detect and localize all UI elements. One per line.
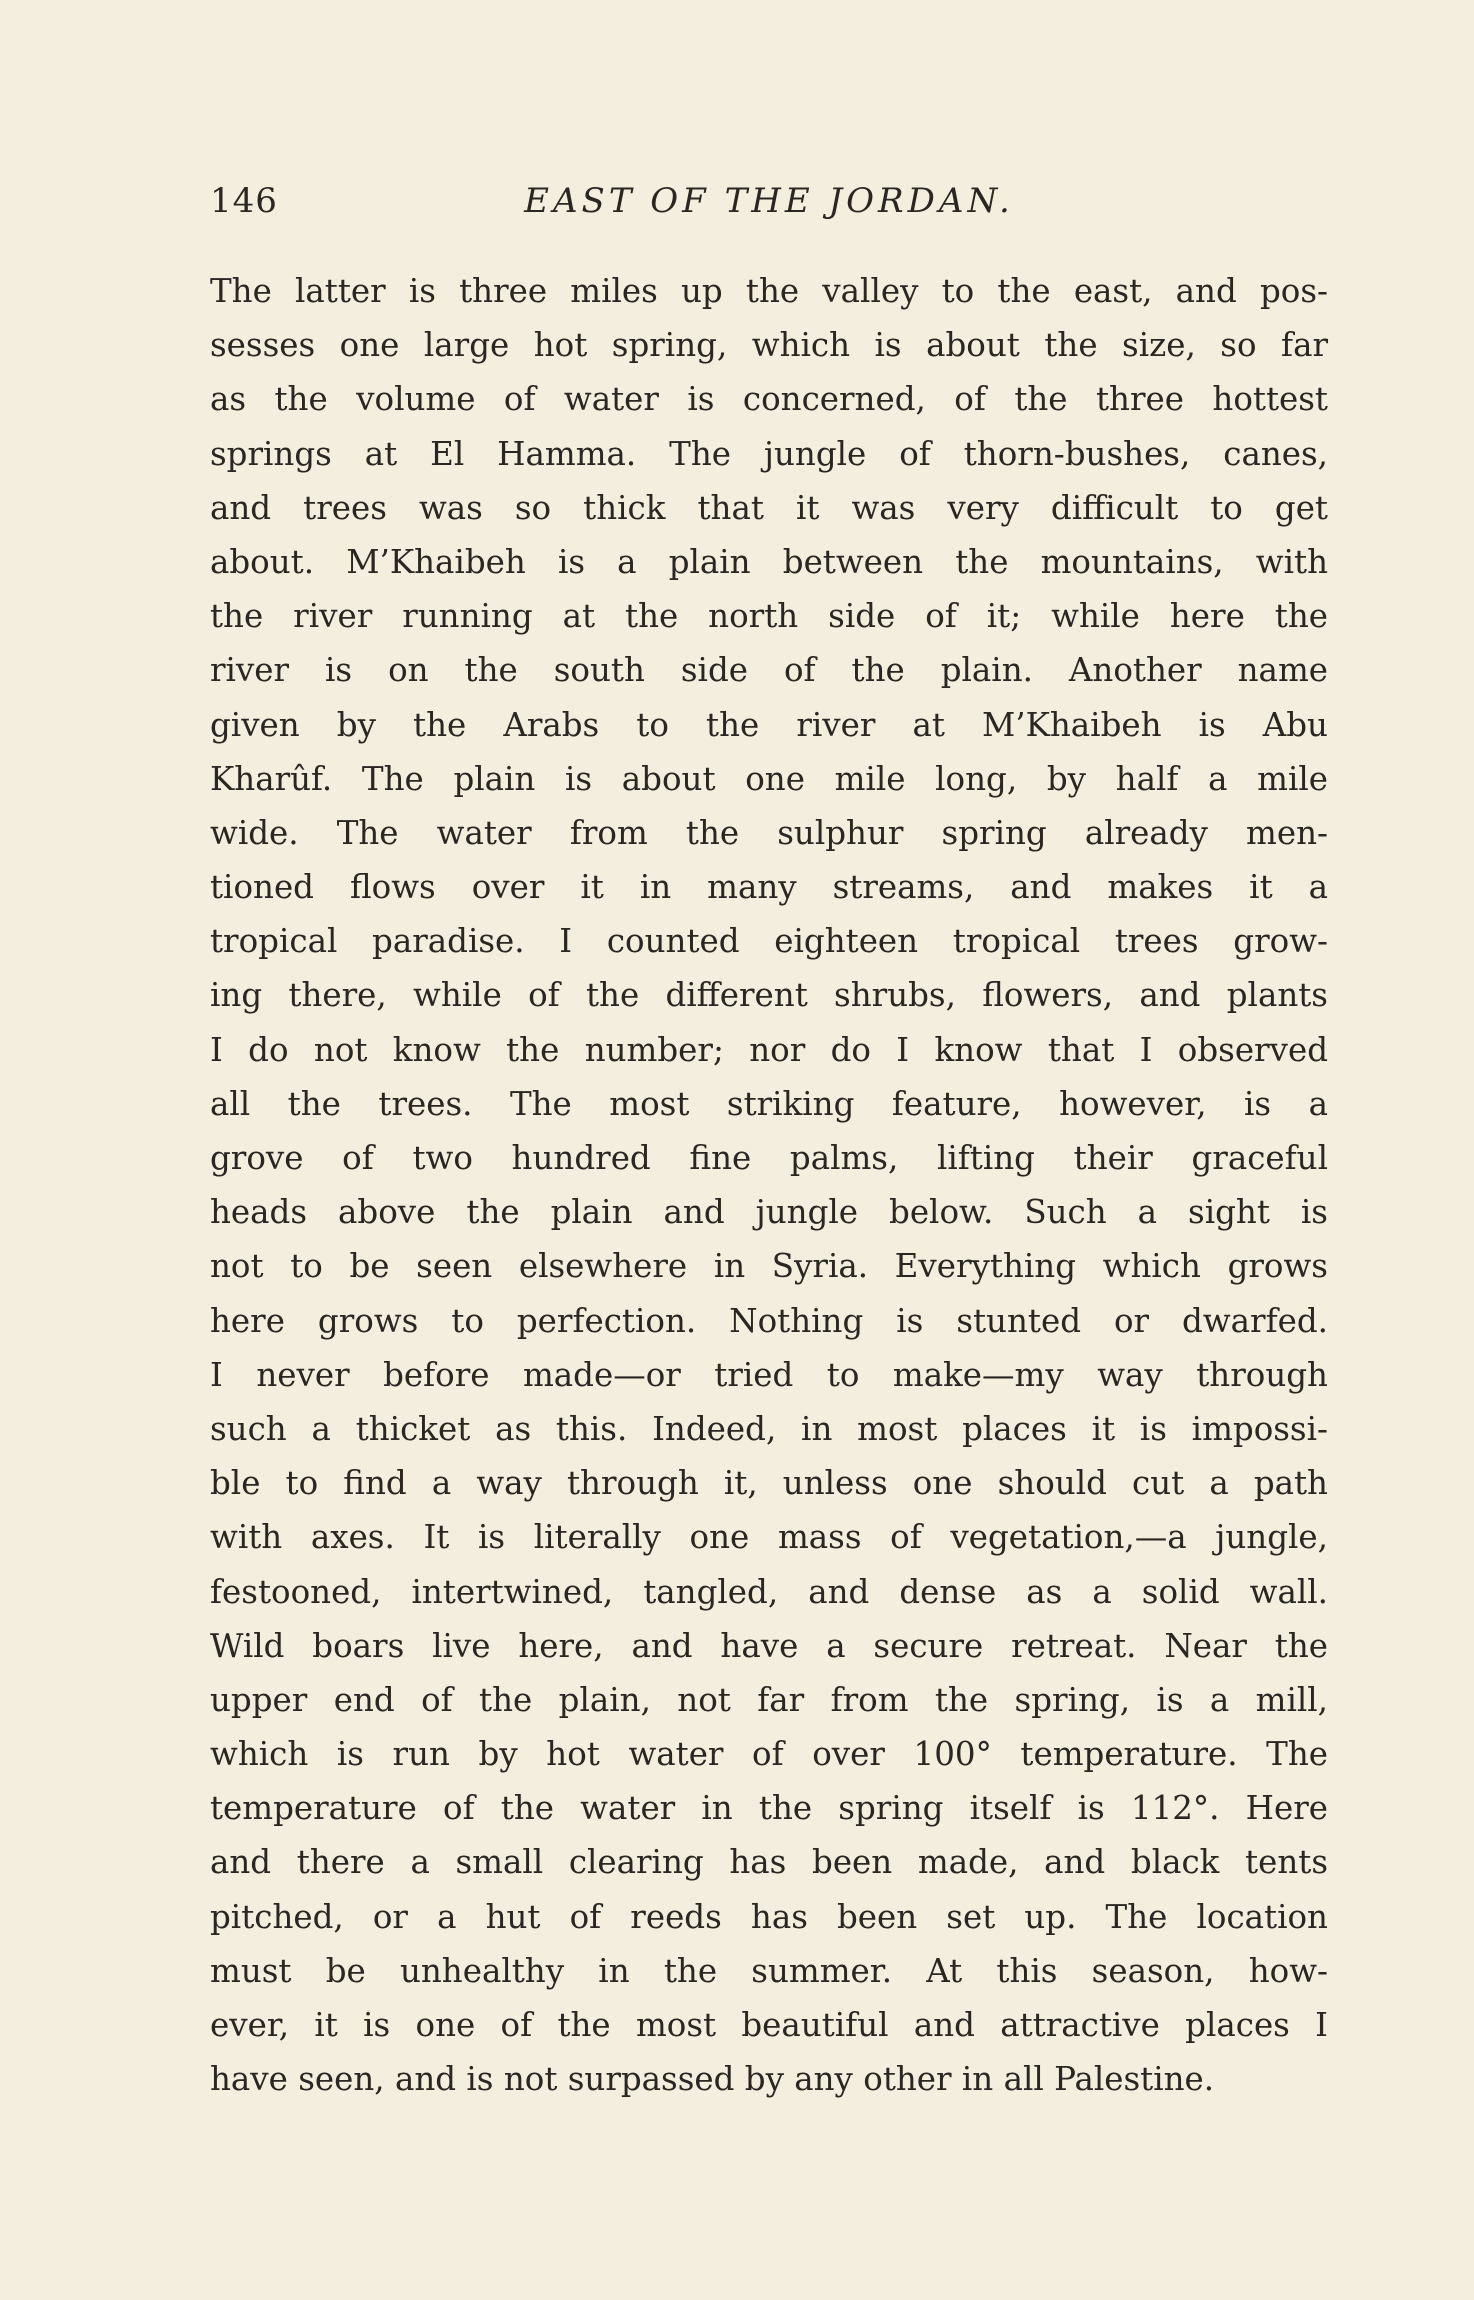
text-line: ever, it is one of the most beautiful and attractive places I <box>210 2006 1328 2044</box>
text-line: the river running at the north side of it; while here the <box>210 597 1328 636</box>
text-line: pitched, or a hut of reeds has been set up. The location <box>210 1897 1328 1936</box>
text-line: springs at El Hamma. The jungle of thorn-bushes, canes, <box>210 434 1328 473</box>
text-line: grove of two hundred fine palms, lifting their graceful <box>210 1139 1328 1177</box>
text-line: wide. The water from the sulphur spring already men- <box>210 813 1328 852</box>
text-line: temperature of the water in the spring itself is 112°. Here <box>210 1789 1328 1828</box>
text-line: river is on the south side of the plain. Another name <box>210 651 1328 690</box>
text-line: have seen, and is not surpassed by any other in all Palestine. <box>210 2060 1215 2099</box>
text-line: upper end of the plain, not far from the spring, is a mill, <box>210 1680 1328 1719</box>
text-line: and trees was so thick that it was very difficult to get <box>210 488 1328 527</box>
text-line: festooned, intertwined, tangled, and dense as a solid wall. <box>210 1572 1328 1611</box>
text-line: with axes. It is literally one mass of vegetation,—a jungle, <box>210 1518 1328 1557</box>
body-paragraph <box>210 264 1328 2106</box>
text-line: must be unhealthy in the summer. At this season, how- <box>210 1951 1328 1990</box>
text-line: not to be seen elsewhere in Syria. Everything which grows <box>210 1247 1328 1286</box>
text-line: which is run by hot water of over 100° temperature. The <box>210 1735 1328 1774</box>
text-line: tropical paradise. I counted eighteen tropical trees grow- <box>210 922 1328 961</box>
text-line: Kharûf. The plain is about one mile long, by half a mile <box>210 759 1328 798</box>
text-line: Wild boars live here, and have a secure retreat. Near the <box>210 1626 1328 1665</box>
running-head <box>210 176 1328 226</box>
text-line: I never before made—or tried to make—my way through <box>210 1355 1328 1394</box>
text-line: ble to find a way through it, unless one should cut a path <box>210 1464 1328 1503</box>
text-line: ing there, while of the different shrubs, flowers, and plants <box>210 976 1328 1015</box>
text-line: and there a small clearing has been made, and black tents <box>210 1843 1328 1882</box>
text-line: such a thicket as this. Indeed, in most places it is impossi- <box>210 1409 1328 1448</box>
text-line: heads above the plain and jungle below. Such a sight is <box>210 1193 1328 1232</box>
text-line: sesses one large hot spring, which is about the size, so far <box>210 326 1328 365</box>
text-line: as the volume of water is concerned, of the three hottest <box>210 380 1328 419</box>
text-line: The latter is three miles up the valley to the east, and pos- <box>210 272 1328 310</box>
text-line: all the trees. The most striking feature, however, is a <box>210 1084 1328 1123</box>
text-line: I do not know the number; nor do I know that I observed <box>210 1030 1328 1069</box>
text-line: here grows to perfection. Nothing is stunted or dwarfed. <box>210 1301 1328 1340</box>
text-line: tioned flows over it in many streams, and makes it a <box>210 868 1328 907</box>
running-title: EAST OF THE JORDAN. <box>524 181 1014 221</box>
page-number: 146 <box>210 181 278 221</box>
text-line: given by the Arabs to the river at M’Khaibeh is Abu <box>210 705 1328 744</box>
text-line: about. M’Khaibeh is a plain between the mountains, with <box>210 542 1328 581</box>
